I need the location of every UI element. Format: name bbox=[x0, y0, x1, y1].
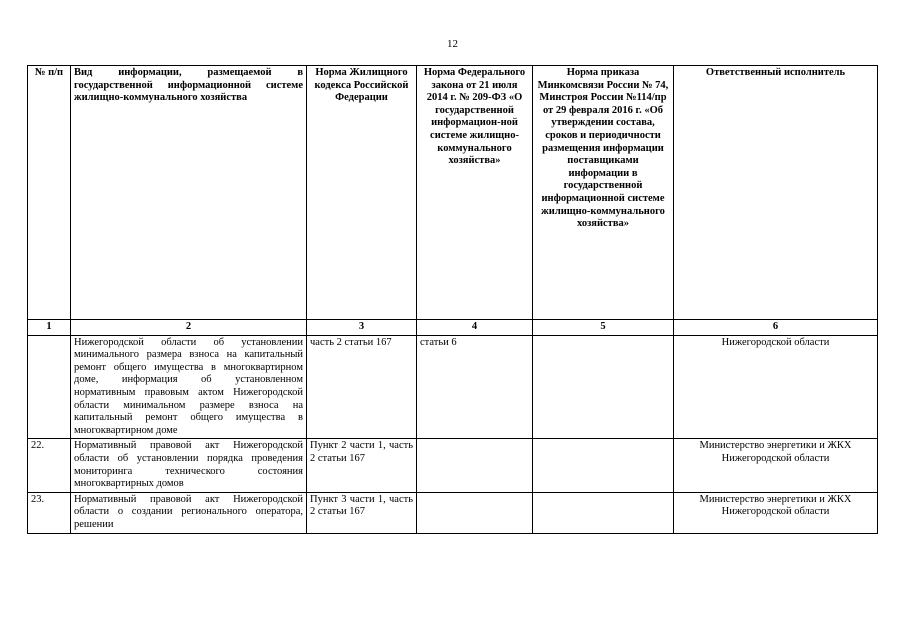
row-housing-code: часть 2 статьи 167 bbox=[307, 335, 417, 439]
column-number: 6 bbox=[674, 320, 878, 336]
column-number-row bbox=[28, 320, 878, 336]
row-order bbox=[533, 335, 674, 439]
row-executor: Министерство энергетики и ЖКХ Нижегородской области bbox=[674, 439, 878, 492]
row-number: 22. bbox=[28, 439, 71, 492]
row-order bbox=[533, 492, 674, 533]
row-federal-law: статьи 6 bbox=[417, 335, 533, 439]
page-number: 12 bbox=[447, 38, 458, 50]
header-row bbox=[28, 66, 878, 320]
row-housing-code: Пункт 3 части 1, часть 2 статьи 167 bbox=[307, 492, 417, 533]
row-number: 23. bbox=[28, 492, 71, 533]
header-order: Норма приказа Минкомсвязи России № 74, Минстроя России №114/пр от 29 февраля 2016 г. «Об утверждении состава, сроков и периодичности размещения информации поставщиками информации в государственной информационной системе жилищно-коммунального хозяйства» bbox=[533, 66, 674, 320]
header-number: № п/п bbox=[28, 66, 71, 320]
row-number bbox=[28, 335, 71, 439]
header-info-type: Вид информации, размещаемой в государственной информационной системе жилищно-коммунального хозяйства bbox=[71, 66, 307, 320]
table-row bbox=[28, 492, 878, 533]
row-executor: Нижегородской области bbox=[674, 335, 878, 439]
row-info-type: Нижегородской области об установлении минимального размера взноса на капитальный ремонт общего имущества в многоквартирном доме, информация об установленном нормативным правовым актом Нижегородской области минимальном размере взноса на капитальный ремонт общего имущества в многоквартирном доме bbox=[71, 335, 307, 439]
information-table bbox=[27, 65, 878, 534]
row-info-type: Нормативный правовой акт Нижегородской области о создании регионального оператора, решении bbox=[71, 492, 307, 533]
column-number: 2 bbox=[71, 320, 307, 336]
row-executor: Министерство энергетики и ЖКХ Нижегородской области bbox=[674, 492, 878, 533]
row-order bbox=[533, 439, 674, 492]
row-federal-law bbox=[417, 439, 533, 492]
header-federal-law: Норма Федерального закона от 21 июля 2014 г. № 209-ФЗ «О государственной информацион-ной системе жилищно-коммунального хозяйства» bbox=[417, 66, 533, 320]
column-number: 3 bbox=[307, 320, 417, 336]
row-housing-code: Пункт 2 части 1, часть 2 статьи 167 bbox=[307, 439, 417, 492]
row-info-type: Нормативный правовой акт Нижегородской области об установлении порядка проведения мониторинга технического состояния многоквартирных домов bbox=[71, 439, 307, 492]
header-housing-code: Норма Жилищного кодекса Российской Федерации bbox=[307, 66, 417, 320]
table-row bbox=[28, 439, 878, 492]
row-federal-law bbox=[417, 492, 533, 533]
column-number: 5 bbox=[533, 320, 674, 336]
column-number: 1 bbox=[28, 320, 71, 336]
column-number: 4 bbox=[417, 320, 533, 336]
table-row bbox=[28, 335, 878, 439]
header-executor: Ответственный исполнитель bbox=[674, 66, 878, 320]
